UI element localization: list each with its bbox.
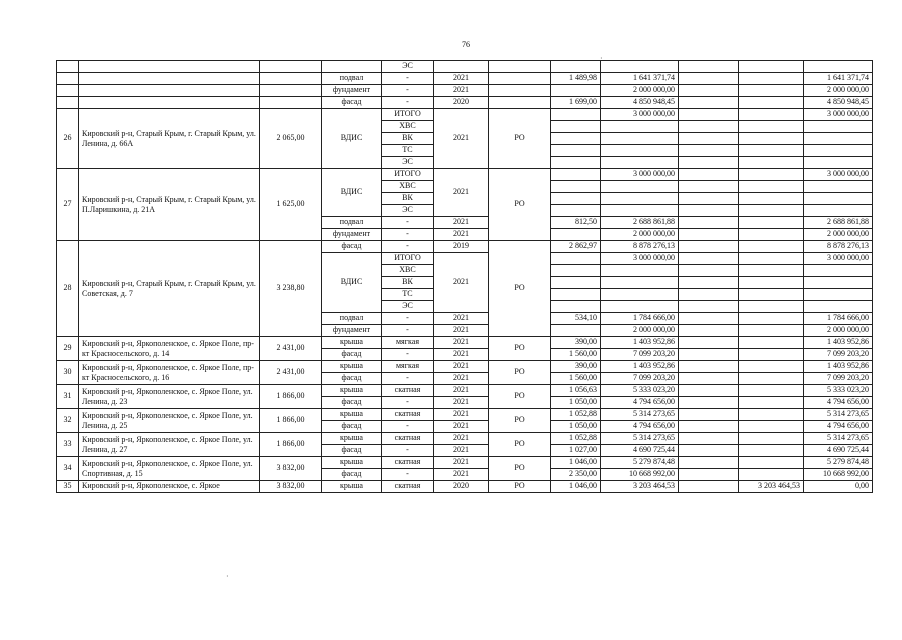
cell-total: 0,00 [804, 481, 873, 493]
cell-subtype: - [382, 85, 434, 97]
table-row [57, 169, 873, 181]
cell-year: 2021 [434, 469, 489, 481]
cell-volume: 1 046,00 [551, 457, 601, 469]
cell-total: 1 641 371,74 [804, 73, 873, 85]
cell-subtype: ИТОГО [382, 253, 434, 265]
cell-row-number: 28 [57, 241, 79, 337]
cell-cost: 7 099 203,20 [601, 373, 679, 385]
cell-volume: 2 862,97 [551, 241, 601, 253]
cell-other-funds: 3 203 464,53 [739, 481, 804, 493]
cell-subtype: ЭС [382, 61, 434, 73]
cell-subtype: скатная [382, 457, 434, 469]
cell-work-type: подвал [322, 217, 382, 229]
cell-cost: 7 099 203,20 [601, 349, 679, 361]
cell-total: 2 000 000,00 [804, 85, 873, 97]
cell-work-type: крыша [322, 433, 382, 445]
cell-subtype: ЭС [382, 301, 434, 313]
cell-area: 3 238,80 [260, 241, 322, 337]
cell-subtype: - [382, 73, 434, 85]
cell-subtype: ВК [382, 193, 434, 205]
cell-year: 2021 [434, 229, 489, 241]
cell-volume: 1 560,00 [551, 373, 601, 385]
cell-method: РО [489, 109, 551, 169]
cell-row-number: 34 [57, 457, 79, 481]
table-row [57, 97, 873, 109]
cell-year: 2021 [434, 349, 489, 361]
cell-year: 2021 [434, 445, 489, 457]
cell-work-type: крыша [322, 385, 382, 397]
cell-address: Кировский р-н, Старый Крым, г. Старый Крым, ул. Советская, д. 7 [79, 241, 260, 337]
cell-work-type: фасад [322, 241, 382, 253]
cell-subtype: ИТОГО [382, 169, 434, 181]
cell-year: 2021 [434, 433, 489, 445]
cell-total: 1 784 666,00 [804, 313, 873, 325]
cell-subtype: ЭС [382, 157, 434, 169]
cell-row-number: 33 [57, 433, 79, 457]
table-row [57, 85, 873, 97]
cell-year: 2021 [434, 361, 489, 373]
table-row [57, 409, 873, 421]
cell-subtype: ЭС [382, 205, 434, 217]
cell-method: РО [489, 241, 551, 337]
cell-address: Кировский р-н, Яркополенское, с. Яркое Поле, пр-кт Красносельского, д. 14 [79, 337, 260, 361]
cell-total: 1 403 952,86 [804, 337, 873, 349]
cell-work-type: крыша [322, 409, 382, 421]
table-row [57, 433, 873, 445]
cell-subtype: ТС [382, 289, 434, 301]
cell-cost: 2 688 861,88 [601, 217, 679, 229]
cell-cost: 3 203 464,53 [601, 481, 679, 493]
cell-row-number: 27 [57, 169, 79, 241]
cell-area: 1 866,00 [260, 433, 322, 457]
cell-volume: 1 027,00 [551, 445, 601, 457]
table-row [57, 361, 873, 373]
cell-cost: 2 000 000,00 [601, 325, 679, 337]
cell-total: 5 279 874,48 [804, 457, 873, 469]
cell-method: РО [489, 169, 551, 241]
cell-volume: 1 052,88 [551, 409, 601, 421]
table-row [57, 73, 873, 85]
page-number: 76 [462, 40, 470, 49]
cell-method: РО [489, 457, 551, 481]
cell-row-number: 26 [57, 109, 79, 169]
cell-address: Кировский р-н, Яркополенское, с. Яркое Поле, ул. Ленина, д. 27 [79, 433, 260, 457]
cell-total: 2 000 000,00 [804, 229, 873, 241]
cell-cost: 3 000 000,00 [601, 253, 679, 265]
cell-volume: 812,50 [551, 217, 601, 229]
cell-work-type: фасад [322, 469, 382, 481]
cell-subtype: - [382, 313, 434, 325]
cell-volume: 1 056,63 [551, 385, 601, 397]
cell-area: 3 832,00 [260, 481, 322, 493]
cell-year: 2020 [434, 481, 489, 493]
cell-year: 2021 [434, 217, 489, 229]
cell-row-number: 30 [57, 361, 79, 385]
table-row [57, 481, 873, 493]
cell-method: РО [489, 337, 551, 361]
cell-address: Кировский р-н, Яркополенское, с. Яркое Поле, пр-кт Красносельского, д. 16 [79, 361, 260, 385]
cell-row-number: 35 [57, 481, 79, 493]
cell-work-type: фасад [322, 397, 382, 409]
cell-subtype: ХВС [382, 121, 434, 133]
cell-total: 7 099 203,20 [804, 349, 873, 361]
cell-subtype: - [382, 217, 434, 229]
cell-subtype: - [382, 421, 434, 433]
cell-volume: 1 699,00 [551, 97, 601, 109]
cell-subtype: скатная [382, 409, 434, 421]
cell-area: 1 625,00 [260, 169, 322, 241]
cell-cost: 5 314 273,65 [601, 433, 679, 445]
cell-area: 2 431,00 [260, 337, 322, 361]
cell-total: 3 000 000,00 [804, 109, 873, 121]
cell-work-type: фасад [322, 349, 382, 361]
cell-total: 4 794 656,00 [804, 421, 873, 433]
cell-subtype: скатная [382, 481, 434, 493]
cell-row-number: 31 [57, 385, 79, 409]
cell-volume [551, 325, 601, 337]
cell-subtype: - [382, 325, 434, 337]
cell-area: 2 065,00 [260, 109, 322, 169]
cell-address: Кировский р-н, Старый Крым, г. Старый Крым, ул. Ленина, д. 66А [79, 109, 260, 169]
table-row [57, 61, 873, 73]
scan-mark: · [226, 572, 229, 581]
cell-subtype: ВК [382, 277, 434, 289]
table-row [57, 457, 873, 469]
cell-address: Кировский р-н, Яркополенское, с. Яркое [79, 481, 260, 493]
cell-subtype: - [382, 349, 434, 361]
cell-cost: 1 403 952,86 [601, 361, 679, 373]
cell-year: 2020 [434, 97, 489, 109]
cell-total: 5 314 273,65 [804, 433, 873, 445]
cell-cost: 4 850 948,45 [601, 97, 679, 109]
cell-cost: 8 878 276,13 [601, 241, 679, 253]
cell-work-type: фундамент [322, 229, 382, 241]
cell-subtype: мягкая [382, 337, 434, 349]
cell-total: 8 878 276,13 [804, 241, 873, 253]
cell-volume: 1 050,00 [551, 397, 601, 409]
cell-year: 2021 [434, 169, 489, 217]
cell-work-type: фундамент [322, 85, 382, 97]
cell-row-number: 32 [57, 409, 79, 433]
cell-subtype: - [382, 241, 434, 253]
cell-subtype: - [382, 373, 434, 385]
cell-work-type: фасад [322, 373, 382, 385]
cell-cost: 2 000 000,00 [601, 85, 679, 97]
cell-work-type: фундамент [322, 325, 382, 337]
cell-method: РО [489, 433, 551, 457]
cell-subtype: - [382, 397, 434, 409]
cell-method: РО [489, 385, 551, 409]
cell-area: 1 866,00 [260, 409, 322, 433]
cell-method: РО [489, 409, 551, 433]
cell-work-type: крыша [322, 481, 382, 493]
cell-volume: 390,00 [551, 337, 601, 349]
cell-address: Кировский р-н, Старый Крым, г. Старый Крым, ул. П.Ларишкина, д. 21А [79, 169, 260, 241]
cell-method: РО [489, 361, 551, 385]
cell-volume: 1 052,88 [551, 433, 601, 445]
table-row [57, 385, 873, 397]
cell-cost: 1 403 952,86 [601, 337, 679, 349]
cell-volume: 1 046,00 [551, 481, 601, 493]
cell-year: 2019 [434, 241, 489, 253]
cell-volume: 1 050,00 [551, 421, 601, 433]
table-row [57, 241, 873, 253]
cell-subtype: ВК [382, 133, 434, 145]
cell-area: 3 832,00 [260, 457, 322, 481]
cell-year: 2021 [434, 409, 489, 421]
cell-cost: 5 333 023,20 [601, 385, 679, 397]
cell-address: Кировский р-н, Яркополенское, с. Яркое Поле, ул. Ленина, д. 25 [79, 409, 260, 433]
cell-subtype: - [382, 97, 434, 109]
cell-year: 2021 [434, 421, 489, 433]
cell-work-type: подвал [322, 313, 382, 325]
cell-year: 2021 [434, 457, 489, 469]
cell-work-type: крыша [322, 457, 382, 469]
cell-year: 2021 [434, 337, 489, 349]
cell-cost: 1 641 371,74 [601, 73, 679, 85]
cell-total: 1 403 952,86 [804, 361, 873, 373]
cell-cost: 4 690 725,44 [601, 445, 679, 457]
cell-subtype: скатная [382, 433, 434, 445]
cell-cost: 3 000 000,00 [601, 169, 679, 181]
cell-total: 4 690 725,44 [804, 445, 873, 457]
cell-total: 4 850 948,45 [804, 97, 873, 109]
cell-subtype: ТС [382, 145, 434, 157]
cell-work-type: фасад [322, 97, 382, 109]
cell-work-type: подвал [322, 73, 382, 85]
cell-cost: 5 314 273,65 [601, 409, 679, 421]
cell-work-type: фасад [322, 445, 382, 457]
cell-work-type: фасад [322, 421, 382, 433]
cell-total: 4 794 656,00 [804, 397, 873, 409]
cell-cost: 2 000 000,00 [601, 229, 679, 241]
cell-area: 1 866,00 [260, 385, 322, 409]
cell-work-type: ВДИС [322, 253, 382, 313]
cell-year: 2021 [434, 109, 489, 169]
cell-cost: 1 784 666,00 [601, 313, 679, 325]
cell-cost: 4 794 656,00 [601, 397, 679, 409]
cell-work-type: крыша [322, 337, 382, 349]
cell-address: Кировский р-н, Яркополенское, с. Яркое Поле, ул. Спортивная, д. 15 [79, 457, 260, 481]
cell-total: 7 099 203,20 [804, 373, 873, 385]
cell-work-type: ВДИС [322, 109, 382, 169]
cell-work-type: ВДИС [322, 169, 382, 217]
cell-year: 2021 [434, 385, 489, 397]
cell-volume [551, 85, 601, 97]
cell-subtype: мягкая [382, 361, 434, 373]
cell-year: 2021 [434, 397, 489, 409]
cell-total: 5 333 023,20 [804, 385, 873, 397]
cell-volume: 2 350,00 [551, 469, 601, 481]
cell-volume: 534,10 [551, 313, 601, 325]
cell-volume: 390,00 [551, 361, 601, 373]
cell-subtype: ИТОГО [382, 109, 434, 121]
cell-subtype: скатная [382, 385, 434, 397]
table-row [57, 337, 873, 349]
cell-total: 2 688 861,88 [804, 217, 873, 229]
cell-subtype: - [382, 469, 434, 481]
cell-total: 5 314 273,65 [804, 409, 873, 421]
cell-cost: 5 279 874,48 [601, 457, 679, 469]
cell-year: 2021 [434, 85, 489, 97]
cell-address: Кировский р-н, Яркополенское, с. Яркое Поле, ул. Ленина, д. 23 [79, 385, 260, 409]
cell-volume: 1 560,00 [551, 349, 601, 361]
cell-total: 3 000 000,00 [804, 169, 873, 181]
cell-year: 2021 [434, 313, 489, 325]
cell-cost: 10 668 992,00 [601, 469, 679, 481]
cell-total: 10 668 992,00 [804, 469, 873, 481]
cell-year: 2021 [434, 73, 489, 85]
cell-year: 2021 [434, 253, 489, 313]
cell-subtype: - [382, 445, 434, 457]
cell-total: 3 000 000,00 [804, 253, 873, 265]
cell-row-number: 29 [57, 337, 79, 361]
cell-volume [551, 229, 601, 241]
repair-schedule-table [56, 60, 873, 493]
cell-method: РО [489, 481, 551, 493]
cell-year: 2021 [434, 373, 489, 385]
cell-area: 2 431,00 [260, 361, 322, 385]
scan-mark: · [600, 54, 603, 63]
cell-subtype: ХВС [382, 181, 434, 193]
cell-work-type: крыша [322, 361, 382, 373]
cell-cost: 3 000 000,00 [601, 109, 679, 121]
cell-cost: 4 794 656,00 [601, 421, 679, 433]
cell-volume: 1 489,98 [551, 73, 601, 85]
table-row [57, 109, 873, 121]
cell-subtype: - [382, 229, 434, 241]
cell-subtype: ХВС [382, 265, 434, 277]
cell-total: 2 000 000,00 [804, 325, 873, 337]
cell-year: 2021 [434, 325, 489, 337]
